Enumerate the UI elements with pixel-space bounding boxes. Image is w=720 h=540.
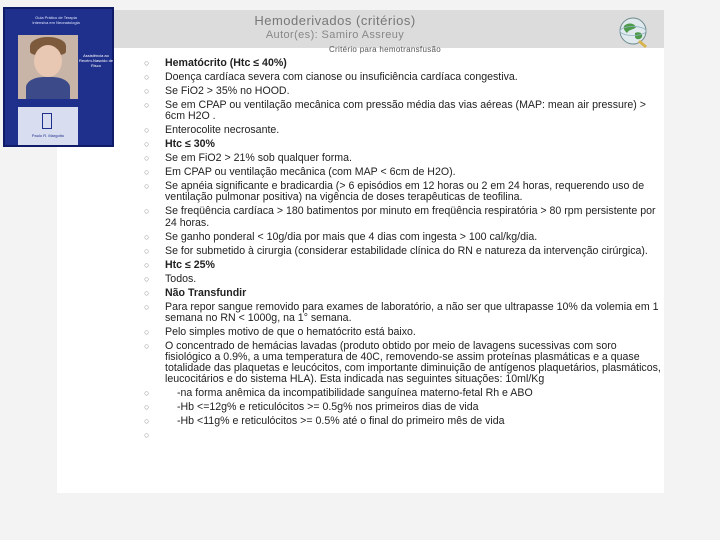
list-item — [144, 260, 664, 271]
bullet-icon: ○ — [144, 301, 150, 312]
list-item — [144, 100, 664, 122]
list-item — [144, 206, 664, 228]
photo-shirt — [26, 77, 70, 99]
bullet-icon: ○ — [144, 58, 150, 68]
bullet-icon: ○ — [144, 139, 150, 150]
bullet-icon: ○ — [144, 181, 150, 192]
book-cover-top-text: Guia Prático de Terapia Intensiva em Neonatologia — [32, 15, 80, 25]
book-cover-author: Paulo R. Margotto — [31, 133, 65, 138]
list-item-text: Em CPAP ou ventilação mecânica (com MAP < 6cm de H2O). — [165, 166, 456, 179]
list-item — [144, 341, 664, 386]
bullet-icon: ○ — [144, 72, 150, 82]
list-item — [144, 58, 664, 69]
list-item-text: Se apnéia significante e bradicardia (> 6 episódios em 12 horas ou 2 em 24 horas, requerendo uso de ventilação pulmonar positiva) na vigência de doses terapêuticas de teofilina. — [165, 180, 645, 204]
list-item-text: Se em FiO2 > 21% sob qualquer forma. — [165, 152, 352, 165]
bullet-icon: ○ — [144, 245, 150, 256]
list-item-text: Se FiO2 > 35% no HOOD. — [165, 85, 290, 97]
list-item-text: Htc ≤ 25% — [165, 258, 215, 271]
bullet-icon: ○ — [144, 430, 150, 441]
list-item — [144, 327, 664, 338]
page-title: Hemoderivados (critérios) — [254, 13, 416, 28]
list-item-text: Se em CPAP ou ventilação mecânica com pressão média das vias aéreas (MAP: mean air pressure) > 6cm H2O . — [165, 99, 646, 123]
list-item-text: Htc ≤ 30% — [165, 138, 215, 151]
list-item-text: Não Transfundir — [165, 286, 247, 299]
bullet-icon: ○ — [144, 231, 150, 242]
list-item-text: Se freqüência cardíaca > 180 batimentos por minuto em freqüência respiratória > 80 rpm persistente por 24 horas. — [165, 205, 656, 229]
list-item-text: Pelo simples motivo de que o hematócrito está baixo. — [165, 325, 416, 338]
list-item — [144, 86, 664, 97]
bullet-icon: ○ — [144, 287, 150, 298]
bullet-icon: ○ — [144, 259, 150, 270]
book-cover-logo — [42, 113, 52, 129]
author-line: Autor(es): Samiro Assreuy — [265, 29, 405, 41]
list-item — [144, 125, 664, 136]
bullet-icon: ○ — [144, 100, 150, 110]
bullet-icon: ○ — [144, 388, 150, 399]
list-item — [144, 72, 664, 83]
list-item-text: Todos. — [165, 272, 197, 285]
book-cover-author-box — [18, 107, 78, 145]
list-item — [144, 167, 664, 178]
list-item-text: -Hb <11g% e reticulócitos >= 0.5% até o final do primeiro mês de vida — [177, 415, 505, 428]
list-item — [144, 402, 664, 413]
list-item-text: Se for submetido à cirurgia (considerar estabilidade clínica do RN e natureza da intervenção cirúrgica). — [165, 244, 648, 257]
book-cover-side-text: Assistência ao Recém-Nascido de Risco — [79, 53, 114, 68]
bullet-icon: ○ — [144, 86, 150, 96]
photo-face — [34, 45, 62, 77]
list-item — [144, 181, 664, 203]
bullet-icon: ○ — [144, 340, 150, 351]
list-item-text: Doença cardíaca severa com cianose ou insuficiência cardíaca congestiva. — [165, 71, 518, 83]
list-item-text: -na forma anêmica da incompatibilidade sanguínea materno-fetal Rh e ABO — [177, 387, 533, 400]
list-item-text: Para repor sangue removido para exames de laboratório, a não ser que ultrapasse 10% da volemia em 1 semana no RN < 1000g, na 1° semana. — [165, 300, 659, 324]
bullet-icon: ○ — [144, 153, 150, 164]
subtitle: Critério para hemotransfusão — [328, 45, 441, 54]
list-item — [144, 139, 664, 150]
bullet-icon: ○ — [144, 167, 150, 178]
bullet-icon: ○ — [144, 326, 150, 337]
globe-icon[interactable] — [616, 16, 650, 50]
list-item — [144, 430, 664, 441]
book-cover-photo — [18, 35, 78, 99]
list-item-text: Enterocolite necrosante. — [165, 124, 280, 137]
list-item-text — [165, 430, 664, 441]
list-item-text: Hematócrito (Htc ≤ 40%) — [165, 57, 287, 69]
list-item — [144, 246, 664, 257]
list-item — [144, 302, 664, 324]
book-cover-image — [3, 7, 114, 147]
list-item — [144, 388, 664, 399]
bullet-icon: ○ — [144, 416, 150, 427]
list-item — [144, 153, 664, 164]
list-item-text: O concentrado de hemácias lavadas (produto obtido por meio de lavagens sucessivas com soro fisiológico a 0.9%, a uma temperatura de 40C, removendo-se assim proteínas plasmáticas e a quase totalidade das plaquetas e leucócitos, com importante diminuição de antígenos plaquetários, plasmáticos, leucocitários e do sistema HLA). Esta indicada nas seguintes situações: 10ml/Kg — [165, 339, 661, 386]
list-item-text: Se ganho ponderal < 10g/dia por mais que 4 dias com ingesta > 100 cal/kg/dia. — [165, 230, 538, 243]
list-item-text: -Hb <=12g% e reticulócitos >= 0.5g% nos primeiros dias de vida — [177, 401, 479, 414]
list-item — [144, 288, 664, 299]
criteria-list — [144, 58, 664, 444]
list-item — [144, 416, 664, 427]
list-item — [144, 232, 664, 243]
bullet-icon: ○ — [144, 402, 150, 413]
bullet-icon: ○ — [144, 206, 150, 217]
bullet-icon: ○ — [144, 125, 150, 136]
bullet-icon: ○ — [144, 273, 150, 284]
list-item — [144, 274, 664, 285]
